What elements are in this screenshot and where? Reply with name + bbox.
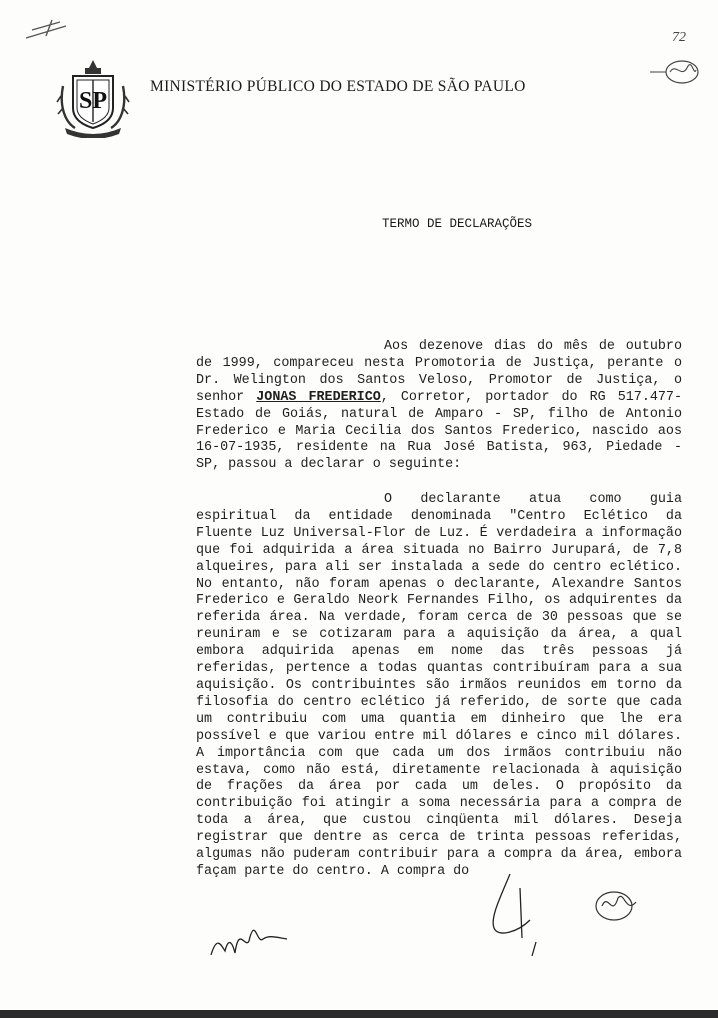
paragraph1-details: , Corretor, portador do RG 517.477-Estado de Goiás, natural de Amparo - SP, filho de Antonio Frederico e Maria Cecilia dos Santos Frederico, nascido aos 16-07-1935, residente na Rua José Batista, 963, Piedade - SP, passou a declarar o seguinte:: [196, 389, 682, 473]
page-number: 72: [672, 30, 686, 45]
declarant-name: JONAS FREDERICO: [256, 389, 381, 405]
rubric-signature-bottom: [590, 884, 646, 930]
signature-promoter: [470, 868, 560, 958]
scan-bottom-edge: [0, 1010, 718, 1018]
corner-scribble-mark: [22, 18, 72, 44]
document-title: TERMO DE DECLARAÇÕES: [382, 217, 533, 231]
state-coat-of-arms-seal: [55, 56, 131, 138]
declaration-paragraph: [196, 492, 682, 881]
rubric-signature-top: [648, 52, 704, 92]
declaration-text: O declarante atua como guia espiritual da entidade denominada "Centro Eclético da Fluente Luz Universal-Flor de Luz. É verdadeira a informação que foi adquirida a área situada no Bairro Jurupará, de 7,8 alqueires, para ali ser instalada a sede do centro eclético. No entanto, não foram apenas o declarante, Alexandre Santos Frederico e Geraldo Neork Fernandes Filho, os adquirentes da referida área. Na verdade, foram cerca de 30 pessoas que se reuniram e se cotizaram para a aquisição da área, a qual embora adquirida apenas em nome das três pessoas já referidas, pertence a todas quantas contribuíram para a sua aquisição. Os contribuintes são irmãos reunidos em torno da filosofia do centro eclético já referido, de sorte que cada um contribuiu com uma quantia em dinheiro que lhe era possível e que variou entre mil dólares e cinco mil dólares. A importância com que cada um dos irmãos contribuiu não estava, como não está, diretamente relacionada à aquisição de frações da área por cada um deles. O propósito da contribuição foi atingir a soma necessária para a compra de toda a área, que custou cinqüenta mil dólares. Deseja registrar que dentre as cerca de trinta pessoas referidas, algumas não puderam contribuir para a compra da área, embora façam parte do centro. A compra do: [196, 492, 682, 879]
institution-header: MINISTÉRIO PÚBLICO DO ESTADO DE SÃO PAULO: [150, 78, 526, 95]
opening-paragraph: [196, 339, 682, 474]
paragraph1-intro: Aos dezenove dias do mês de outubro de 1999, compareceu nesta Promotoria de Justiça, perante o Dr. Welington dos Santos Veloso, Promotor de Justiça, o senhor: [196, 339, 682, 405]
seal-letters: SP: [78, 88, 108, 114]
signature-declarant: [205, 905, 295, 965]
